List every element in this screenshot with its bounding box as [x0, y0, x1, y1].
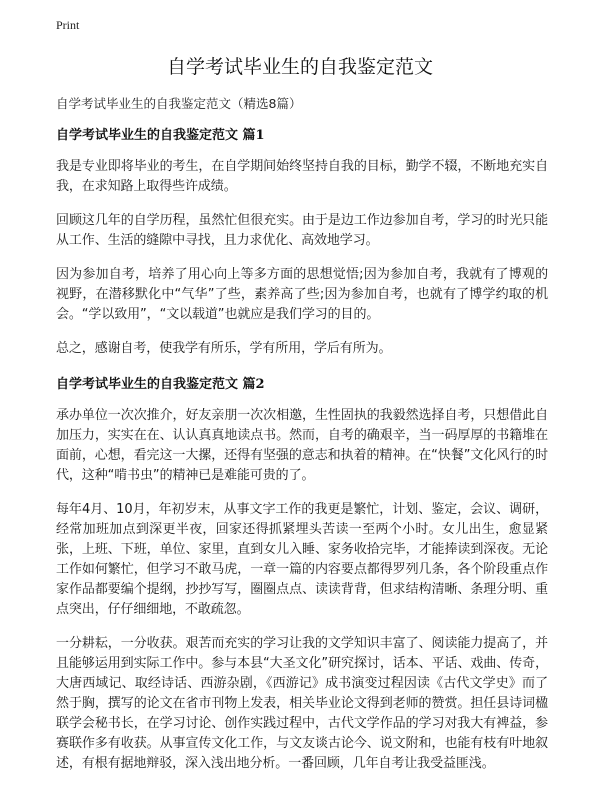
- paragraph: 每年4月、10月，年初岁末，从事文字工作的我更是繁忙，计划、鉴定，会议、调研，经常加班加点到深更半夜，回家还得抓紧埋头苦读一至两个小时。女儿出生，愈显紧张，上班、下班，单位、家里，直到女儿入睡、家务收拾完毕，才能捧读到深夜。无论工作如何繁忙，但学习不敢马虎，一章一篇的内容要点都得罗列几条，各个阶段重点作家作品都要编个提纲，抄抄写写，圈圈点点、读读背背，但求结构清晰、条理分明、重点突出，仔仔细细地，不敢疏忽。: [56, 502, 548, 617]
- paragraph: 我是专业即将毕业的考生，在自学期间始终坚持自我的目标，勤学不辍，不断地充实自我，在求知路上取得些许成绩。: [56, 159, 548, 194]
- paragraph: 因为参加自考，培养了用心向上等多方面的思想觉悟;因为参加自考，我就有了博观的视野，在潜移默化中“气华”了些，素养高了些;因为参加自考，也就有了博学约取的机会。“学以致用”，“文以载道”也就应是我们学习的目的。: [56, 267, 548, 322]
- print-link[interactable]: Print: [56, 18, 80, 32]
- section-heading: 自学考试毕业生的自我鉴定范文 篇1: [56, 128, 265, 143]
- paragraph: 总之，感谢自考，使我学有所乐，学有所用，学后有所为。: [56, 341, 392, 356]
- document-subtitle: 自学考试毕业生的自我鉴定范文（精选8篇）: [56, 96, 302, 111]
- paragraph: 承办单位一次次推介，好友亲朋一次次相邀，生性固执的我毅然选择自考，只想借此自加压力，实实在在、认认真真地读点书。然而，自考的确艰辛，当一码厚厚的书籍堆在面前，心想，看完这一大摞，还得有坚强的意志和执着的精神。在“快餐”文化风行的时代，这种“啃书虫”的精神已是难能可贵的了。: [56, 408, 548, 483]
- document-content: [56, 124, 548, 788]
- section-heading: 自学考试毕业生的自我鉴定范文 篇2: [56, 377, 265, 392]
- paragraph: 一分耕耘，一分收获。艰苦而充实的学习让我的文学知识丰富了、阅读能力提高了，并且能够运用到实际工作中。参与本县“大圣文化”研究探讨，话本、平话、戏曲、传奇，大唐西域记、取经诗话、西游杂剧，《西游记》成书演变过程因读《古代文学史》而了然于胸，撰写的论文在省市刊物上发表，相关毕业论文得到老师的赞赏。担任县诗词楹联学会秘书长，在学习讨论、创作实践过程中，古代文学作品的学习对我大有裨益，参赛联作多有收获。从事宣传文化工作，与文友谈古论今、说文附和，也能有枝有叶地叙述，有根有据地辩驳，深入浅出地分析。一番回顾，几年自考让我受益匪浅。: [56, 636, 548, 771]
- page-title: 自学考试毕业生的自我鉴定范文: [166, 56, 433, 78]
- section-1: [56, 124, 548, 359]
- paragraph: 回顾这几年的自学历程，虽然忙但很充实。由于是边工作边参加自考，学习的时光只能从工作、生活的缝隙中寻找，且力求优化、高效地学习。: [56, 213, 548, 248]
- section-2: [56, 373, 548, 774]
